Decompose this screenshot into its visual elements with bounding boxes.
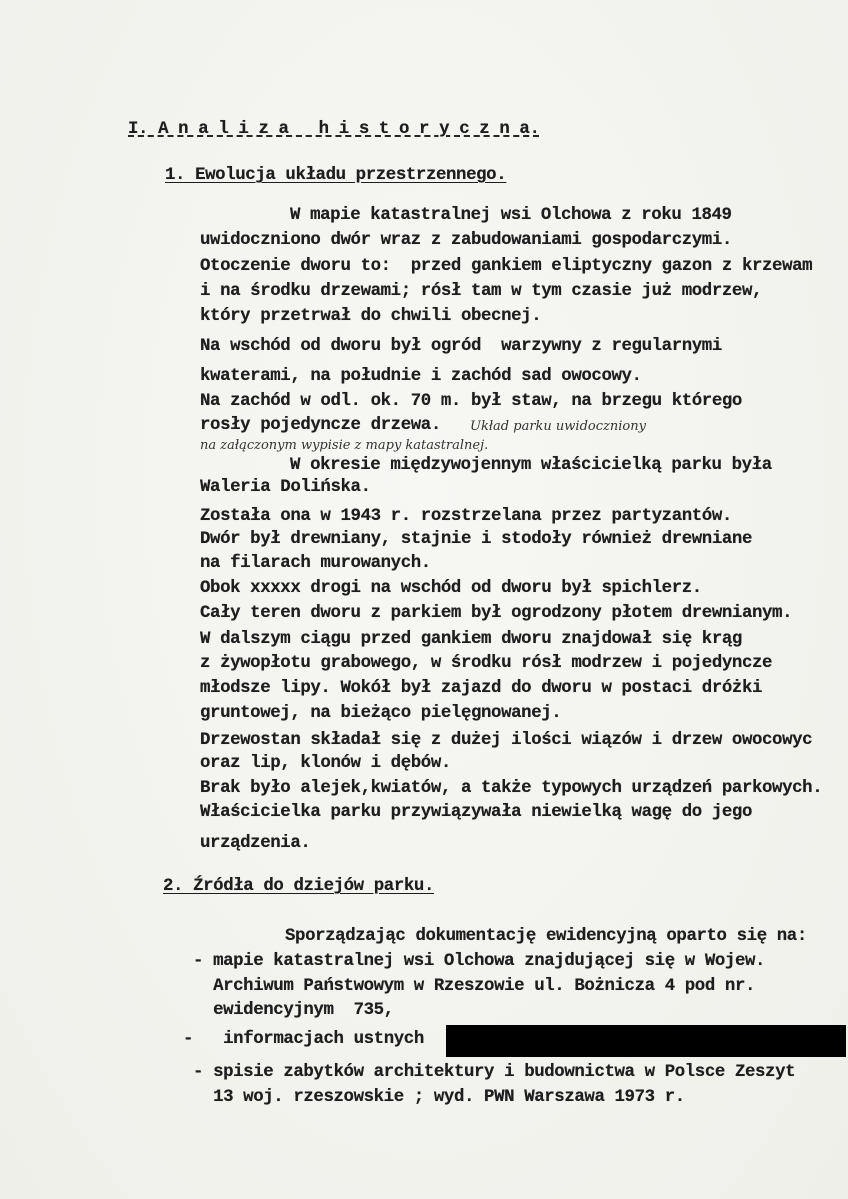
text-line: Na wschód od dworu był ogród warzywny z regularnymi <box>200 337 722 356</box>
text-line: urządzenia. <box>200 834 311 853</box>
text-line: z żywopłotu grabowego, w środku rósł modrzew i pojedyncze <box>200 654 773 673</box>
text-line: młodsze lipy. Wokół był zajazd do dworu w postaci dróżki <box>200 679 763 698</box>
text-line: oraz lip, klonów i dębów. <box>200 754 451 773</box>
text-line: uwidoczniono dwór wraz z zabudowaniami gospodarczymi. <box>200 231 732 250</box>
source-list-line: - informacjach ustnych <box>183 1030 424 1049</box>
text-line: W okresie międzywojennym właścicielką parku była <box>290 456 772 475</box>
text-line: Dwór był drewniany, stajnie i stodoły również drewniane <box>200 530 752 549</box>
source-list-line: ewidencyjnym 735, <box>193 1001 394 1020</box>
text-line: Waleria Dolińska. <box>200 478 371 497</box>
text-line: i na środku drzewami; rósł tam w tym czasie już modrzew, <box>200 282 763 301</box>
handwritten-note-line-2: na załączonym wypisie z mapy katastralnej. <box>200 438 489 453</box>
text-line: Została ona w 1943 r. rozstrzelana przez partyzantów. <box>200 507 732 526</box>
section-1-heading: 1. Ewolucja układu przestrzennego. <box>165 166 507 185</box>
text-line: na filarach murowanych. <box>200 554 431 573</box>
text-line: kwaterami, na południe i zachód sad owocowy. <box>200 367 642 386</box>
text-line: Cały teren dworu z parkiem był ogrodzony płotem drewnianym. <box>200 604 793 623</box>
source-list-line: 13 woj. rzeszowskie ; wyd. PWN Warszawa 1973 r. <box>193 1088 685 1107</box>
section-2-intro: Sporządzając dokumentację ewidencyjną oparto się na: <box>285 927 807 946</box>
text-line: Drzewostan składał się z dużej ilości wiązów i drzew owocowyc <box>200 731 813 750</box>
handwritten-note-line-1: Układ parku uwidoczniony <box>470 419 646 434</box>
text-line: Na zachód w odl. ok. 70 m. był staw, na brzegu którego <box>200 392 742 411</box>
source-list-line: - mapie katastralnej wsi Olchowa znajdującej się w Wojew. <box>193 952 766 971</box>
source-list-line: Archiwum Państwowym w Rzeszowie ul. Bożnicza 4 pod nr. <box>193 977 756 996</box>
text-line: Brak było alejek,kwiatów, a także typowych urządzeń parkowych. <box>200 779 823 798</box>
text-line: który przetrwał do chwili obecnej. <box>200 307 542 326</box>
redaction-bar <box>446 1025 846 1057</box>
source-list-line: - spisie zabytków architektury i budownictwa w Polsce Zeszyt <box>193 1063 796 1082</box>
text-line: Właścicielka parku przywiązywała niewielką wagę do jego <box>200 803 752 822</box>
document-title: I. A n a l i z a h i s t o r y c z n a. <box>128 120 540 139</box>
text-line: Otoczenie dworu to: przed gankiem eliptyczny gazon z krzewam <box>200 257 813 276</box>
text-line: Obok xxxxx drogi na wschód od dworu był spichlerz. <box>200 579 702 598</box>
text-line: W dalszym ciągu przed gankiem dworu znajdował się krąg <box>200 630 742 649</box>
text-line: rosły pojedyncze drzewa. <box>200 416 441 435</box>
section-2-heading: 2. Źródła do dziejów parku. <box>163 877 434 896</box>
text-line: gruntowej, na bieżąco pielęgnowanej. <box>200 704 562 723</box>
text-line: W mapie katastralnej wsi Olchowa z roku 1849 <box>290 206 732 225</box>
